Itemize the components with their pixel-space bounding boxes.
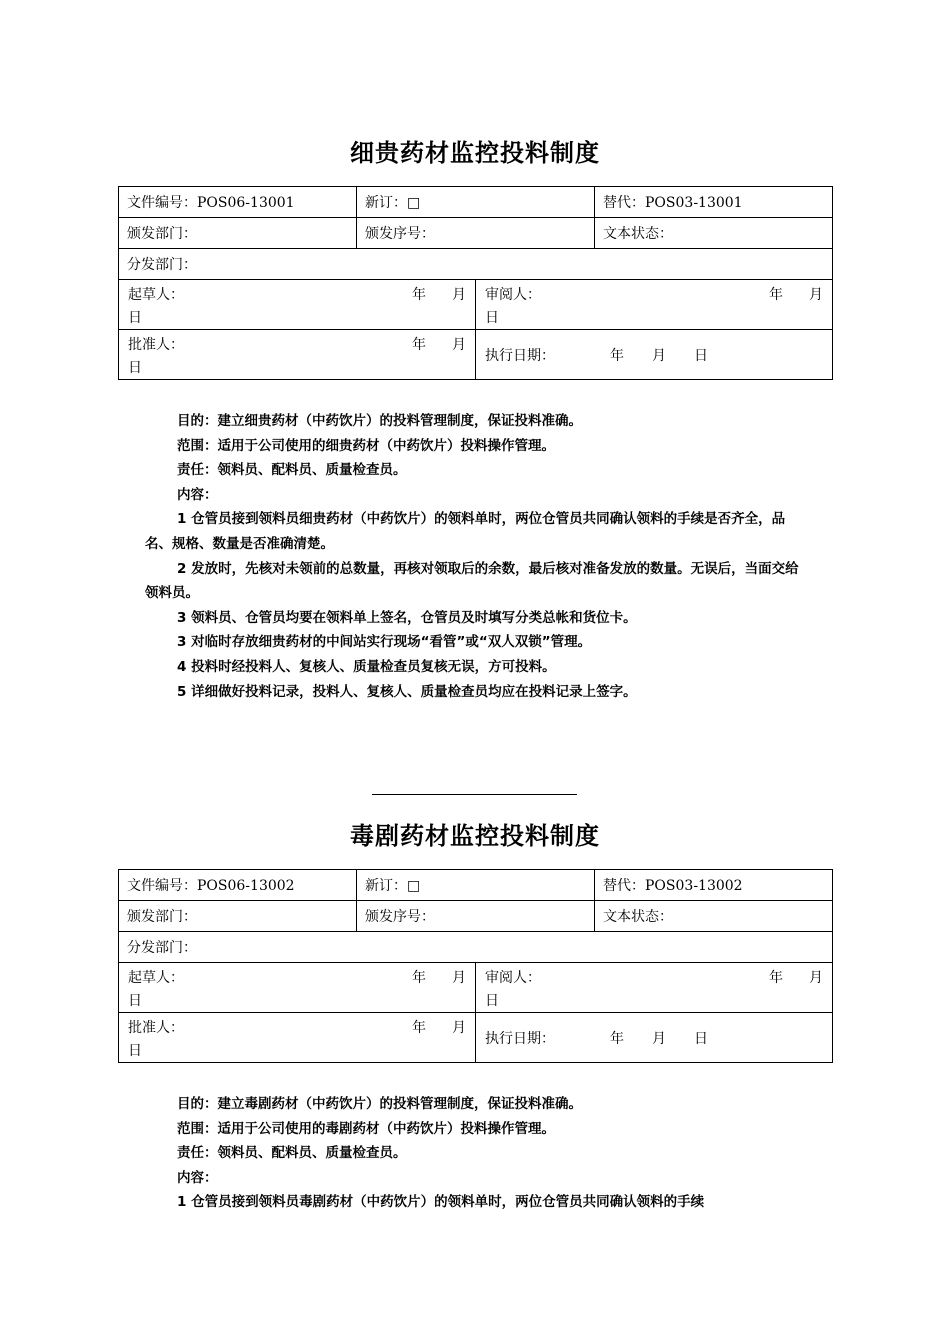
scope-paragraph: 范围：适用于公司使用的细贵药材（中药饮片）投料操作管理。 [177, 437, 555, 454]
reviewer-label: 审阅人： [485, 970, 541, 986]
new-checkbox-field: 新订：□ [357, 870, 595, 901]
reviewer-cell [476, 963, 833, 1013]
content-heading: 内容： [177, 1169, 218, 1186]
issue-sequence: 颁发序号： [357, 901, 595, 932]
drafter-cell [119, 963, 476, 1013]
year-label: 年 [412, 337, 426, 353]
drafter-cell [119, 280, 476, 330]
day-label: 日 [485, 993, 499, 1009]
content-item: 3 领料员、仓管员均要在领料单上签名，仓管员及时填写分类总帐和货位卡。 [177, 609, 637, 626]
distribution-department: 分发部门： [119, 932, 833, 963]
day-label: 日 [128, 360, 142, 376]
month-label: 月 [452, 337, 466, 353]
doc-meta-table-1 [118, 186, 833, 380]
month-label: 月 [452, 970, 466, 986]
content-item: 3 对临时存放细贵药材的中间站实行现场“看管”或“双人双锁”管理。 [177, 634, 592, 651]
month-label: 月 [452, 287, 466, 303]
month-label: 月 [809, 287, 824, 303]
month-label: 月 [809, 970, 824, 986]
drafter-label: 起草人： [128, 970, 184, 986]
year-label: 年 [769, 287, 784, 303]
year-label: 年 [412, 970, 426, 986]
document-status: 文本状态： [595, 901, 833, 932]
file-number: 文件编号：POS06-13001 [119, 187, 357, 218]
purpose-paragraph: 目的：建立细贵药材（中药饮片）的投料管理制度，保证投料准确。 [177, 413, 582, 429]
content-item: 1 仓管员接到领料员毒剧药材（中药饮片）的领料单时，两位仓管员共同确认领料的手续 [177, 1194, 705, 1211]
reviewer-cell [476, 280, 833, 330]
year-label: 年 [610, 1031, 624, 1047]
content-item: 4 投料时经投料人、复核人、质量检查员复核无误，方可投料。 [177, 658, 556, 675]
month-label: 月 [452, 1020, 466, 1036]
reviewer-label: 审阅人： [485, 287, 541, 303]
execution-date-cell [476, 330, 833, 380]
day-label: 日 [128, 1043, 142, 1059]
issue-sequence: 颁发序号： [357, 218, 595, 249]
document-title-1: 细贵药材监控投料制度 [350, 139, 600, 167]
scope-paragraph: 范围：适用于公司使用的毒剧药材（中药饮片）投料操作管理。 [177, 1120, 555, 1137]
approver-label: 批准人： [128, 1020, 184, 1036]
purpose-paragraph: 目的：建立毒剧药材（中药饮片）的投料管理制度，保证投料准确。 [177, 1096, 582, 1112]
day-label: 日 [694, 348, 708, 364]
document-status: 文本状态： [595, 218, 833, 249]
document-title-2: 毒剧药材监控投料制度 [350, 822, 600, 850]
issue-department: 颁发部门： [119, 901, 357, 932]
file-number: 文件编号：POS06-13002 [119, 870, 357, 901]
day-label: 日 [128, 993, 142, 1009]
year-label: 年 [610, 348, 624, 364]
new-checkbox-field: 新订：□ [357, 187, 595, 218]
day-label: 日 [128, 310, 142, 326]
day-label: 日 [694, 1031, 708, 1047]
execution-date-label: 执行日期： [485, 348, 555, 364]
content-item: 2 发放时，先核对未领前的总数量，再核对领取后的余数，最后核对准备发放的数量。无误后，当面交给领料员。 [145, 560, 799, 602]
replaces-field: 替代：POS03-13002 [595, 870, 833, 901]
execution-date-cell [476, 1013, 833, 1063]
doc-meta-table-2 [118, 869, 833, 1063]
content-heading: 内容： [177, 486, 218, 503]
drafter-label: 起草人： [128, 287, 184, 303]
body-text-2 [145, 1092, 810, 1215]
execution-date-label: 执行日期： [485, 1031, 555, 1047]
approver-cell [119, 330, 476, 380]
approver-cell [119, 1013, 476, 1063]
distribution-department: 分发部门： [119, 249, 833, 280]
day-label: 日 [485, 310, 499, 326]
month-label: 月 [652, 1031, 666, 1047]
body-text-1 [145, 409, 810, 704]
issue-department: 颁发部门： [119, 218, 357, 249]
content-item: 5 详细做好投料记录，投料人、复核人、质量检查员均应在投料记录上签字。 [177, 683, 637, 700]
year-label: 年 [769, 970, 784, 986]
section-divider [372, 794, 577, 795]
year-label: 年 [412, 287, 426, 303]
responsibility-paragraph: 责任：领料员、配料员、质量检查员。 [177, 1145, 407, 1162]
responsibility-paragraph: 责任：领料员、配料员、质量检查员。 [177, 462, 407, 479]
year-label: 年 [412, 1020, 426, 1036]
approver-label: 批准人： [128, 337, 184, 353]
content-item: 1 仓管员接到领料员细贵药材（中药饮片）的领料单时，两位仓管员共同确认领料的手续是否齐全，品名、规格、数量是否准确清楚。 [145, 511, 786, 552]
replaces-field: 替代：POS03-13001 [595, 187, 833, 218]
month-label: 月 [652, 348, 666, 364]
